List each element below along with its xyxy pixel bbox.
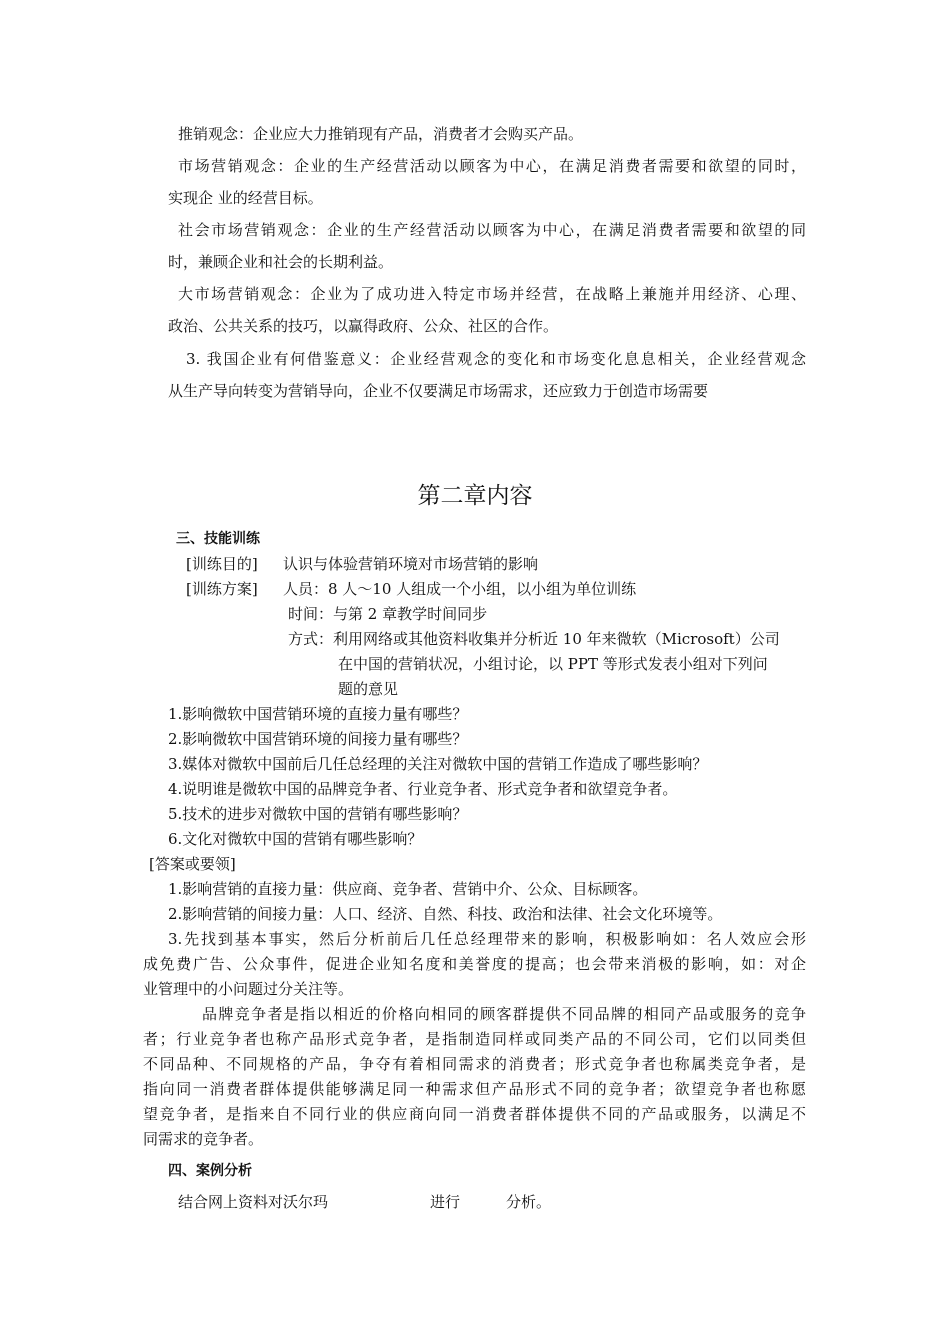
answer-competitors-line1: 品牌竞争者是指以相近的价格向相同的顾客群提供不同品牌的相同产品或服务的竞争: [202, 1005, 806, 1023]
answer-competitors-line2: 者；行业竞争者也称产品形式竞争者，是指制造同样或同类产品的不同公司，它们以同类但: [143, 1030, 806, 1048]
training-plan-method-line2: 在中国的营销状况，小组讨论，以 PPT 等形式发表小组对下列问: [338, 655, 768, 673]
training-plan-people: 人员：8 人～10 人组成一个小组，以小组为单位训练: [283, 580, 637, 598]
case-text-part1: 结合网上资料对沃尔玛: [178, 1193, 329, 1211]
answer-competitors-line3: 不同品种、不同规格的产品，争夺有着相同需求的消费者；形式竞争者也称属类竞争者，是: [143, 1055, 806, 1073]
answer-media-line3: 业管理中的小问题过分关注等。: [143, 980, 354, 998]
paragraph-implication-line2: 从生产导向转变为营销导向，企业不仅要满足市场需求，还应致力于创造市场需要: [168, 382, 709, 400]
training-plan-time: 时间：与第 2 章教学时间同步: [288, 605, 488, 623]
paragraph-marketing-concept-line1: 市场营销观念：企业的生产经营活动以顾客为中心，在满足消费者需要和欲望的同时，: [178, 157, 806, 175]
question-item: 6.文化对微软中国的营销有哪些影响？: [168, 830, 423, 848]
section-heading-skill-training: 三、技能训练: [176, 531, 260, 547]
question-item: 4.说明谁是微软中国的品牌竞争者、行业竞争者、形式竞争者和欲望竞争者。: [168, 780, 678, 798]
question-item: 1.影响微软中国营销环境的直接力量有哪些？: [168, 705, 468, 723]
answer-media-line2: 成免费广告、公众事件，促进企业知名度和美誉度的提高；也会带来消极的影响，如：对企: [143, 955, 806, 973]
paragraph-marketing-concept-line2: 实现企 业的经营目标。: [168, 189, 323, 207]
page-title: 第二章内容: [417, 483, 533, 509]
training-plan-method-line3: 题的意见: [338, 680, 399, 698]
case-text-part2: 进行: [430, 1193, 461, 1211]
paragraph-social-marketing-line1: 社会市场营销观念：企业的生产经营活动以顾客为中心，在满足消费者需要和欲望的同: [178, 221, 806, 239]
answer-competitors-line5: 望竞争者，是指来自不同行业的供应商向同一消费者群体提供不同的产品或服务，以满足不: [143, 1105, 806, 1123]
question-item: 3.媒体对微软中国前后几任总经理的关注对微软中国的营销工作造成了哪些影响？: [168, 755, 708, 773]
answer-competitors-line6: 同需求的竞争者。: [143, 1130, 264, 1148]
training-purpose-label: [训练目的]: [186, 555, 258, 573]
paragraph-push-concept: 推销观念：企业应大力推销现有产品，消费者才会购买产品。: [178, 125, 584, 143]
case-text-part3: 分析。: [506, 1193, 552, 1211]
paragraph-mega-marketing-line1: 大市场营销观念：企业为了成功进入特定市场并经营，在战略上兼施并用经济、心理、: [178, 285, 806, 303]
training-purpose-text: 认识与体验营销环境对市场营销的影响: [283, 555, 539, 573]
answer-direct-forces: 1.影响营销的直接力量：供应商、竞争者、营销中介、公众、目标顾客。: [168, 880, 648, 898]
question-item: 5.技术的进步对微软中国的营销有哪些影响？: [168, 805, 468, 823]
paragraph-social-marketing-line2: 时，兼顾企业和社会的长期利益。: [168, 253, 394, 271]
training-plan-method-line1: 方式：利用网络或其他资料收集并分析近 10 年来微软（Microsoft）公司: [288, 630, 780, 648]
answer-indirect-forces: 2.影响营销的间接力量：人口、经济、自然、科技、政治和法律、社会文化环境等。: [168, 905, 723, 923]
answer-label: [答案或要领]: [149, 855, 236, 873]
question-item: 2.影响微软中国营销环境的间接力量有哪些？: [168, 730, 468, 748]
paragraph-mega-marketing-line2: 政治、公共关系的技巧，以赢得政府、公众、社区的合作。: [168, 317, 559, 335]
answer-competitors-line4: 指向同一消费者群体提供能够满足同一种需求但产品形式不同的竞争者；欲望竞争者也称愿: [143, 1080, 806, 1098]
paragraph-implication-line1: 3. 我国企业有何借鉴意义：企业经营观念的变化和市场变化息息相关，企业经营观念: [186, 350, 806, 368]
section-heading-case-analysis: 四、案例分析: [168, 1163, 252, 1179]
answer-media-line1: 3.先找到基本事实，然后分析前后几任总经理带来的影响，积极影响如：名人效应会形: [168, 930, 806, 948]
training-plan-label: [训练方案]: [186, 580, 258, 598]
